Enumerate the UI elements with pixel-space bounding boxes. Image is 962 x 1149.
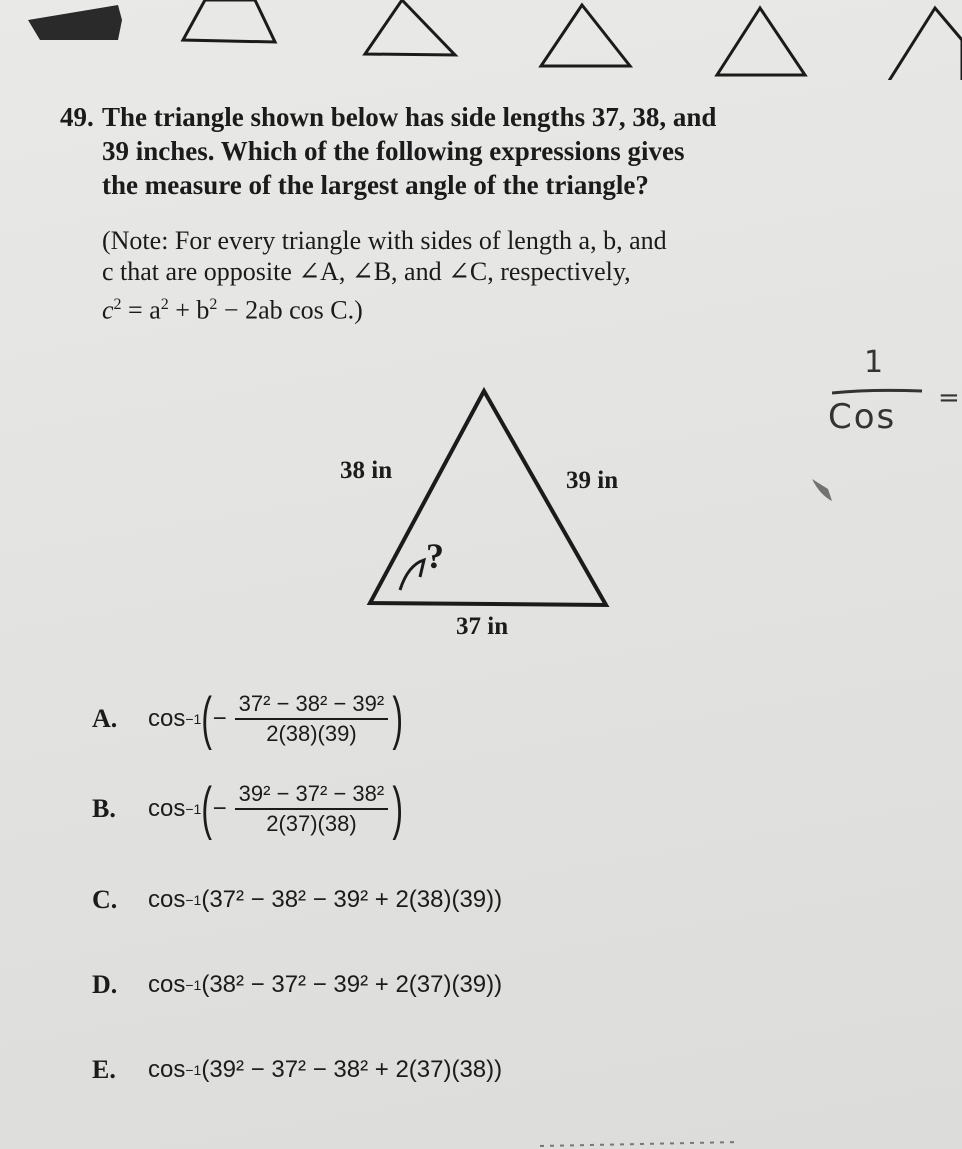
previous-figures-strip [0, 0, 962, 80]
choice-expression: cos −1 (39² − 37² − 38² + 2(37)(38)) [148, 1056, 503, 1083]
question-49 [60, 100, 950, 202]
fraction: $\frac{\text{39² − 37² − 38²}}{2(37)(38)}$ [235, 780, 389, 838]
choice-letter: B. [92, 794, 116, 823]
handwritten-fraction-bar [830, 387, 930, 397]
triangle-fragment-1 [183, 0, 275, 42]
choice-letter: D. [92, 970, 118, 999]
question-line-1: 49. The triangle shown below has side lengths 37, 38, and [60, 102, 717, 132]
choice-expression: cos −1 (37² − 38² − 39² + 2(38)(39)) [148, 886, 503, 913]
handwritten-denominator: Cos [828, 397, 897, 437]
handwritten-equals: = [938, 383, 960, 413]
choice-b[interactable] [92, 776, 404, 841]
bottom-side-label: 37 in [456, 613, 509, 640]
choice-expression: cos −1 ( − $\frac{\text{39² − 37² − 38²}}{2(37)(38)}$ ) [148, 776, 404, 841]
triangle-fragment-5 [887, 8, 962, 80]
triangle-fragment-3 [541, 5, 630, 66]
handwritten-numerator: 1 [864, 345, 884, 380]
choice-letter: E. [92, 1055, 116, 1084]
law-of-cosines-formula: $c^2 = a^2 + b^2 - 2ab$ cos C.) [102, 295, 363, 325]
note-line-2: c that are opposite ∠A, ∠B, and ∠C, respectively, [102, 257, 631, 286]
triangle-figure [340, 385, 640, 655]
digit-fragment [28, 5, 122, 40]
choice-letter: A. [92, 704, 118, 733]
question-line-3: the measure of the largest angle of the triangle? [102, 170, 649, 200]
unknown-angle-mark: ? [426, 536, 444, 576]
question-number: 49. [60, 102, 94, 132]
choice-e[interactable] [92, 1055, 502, 1085]
fraction: $\frac{\text{37² − 38² − 39²}}{2(38)(39)}$ [235, 690, 389, 748]
pencil-smudge [808, 475, 838, 505]
choice-expression: cos −1 ( − $\frac{\text{37² − 38² − 39²}}{2(38)(39)}$ ) [148, 686, 404, 751]
choice-c[interactable] [92, 885, 502, 915]
choice-letter: C. [92, 885, 118, 914]
triangle-outline [370, 391, 606, 605]
choice-d[interactable] [92, 970, 502, 1000]
next-page-bleed [540, 1136, 740, 1149]
choice-expression: cos −1 (38² − 37² − 39² + 2(37)(39)) [148, 971, 503, 998]
handwritten-note [820, 345, 962, 515]
right-side-label: 39 in [566, 467, 619, 494]
choice-a[interactable] [92, 686, 404, 751]
triangle-fragment-2 [365, 0, 455, 55]
angle-arc [400, 560, 424, 590]
question-line-2: 39 inches. Which of the following expressions gives [102, 136, 685, 166]
note-line-1: (Note: For every triangle with sides of length a, b, and [102, 226, 667, 255]
law-of-cosines-note [102, 225, 962, 327]
left-side-label: 38 in [340, 457, 393, 484]
triangle-fragment-4 [717, 8, 805, 75]
